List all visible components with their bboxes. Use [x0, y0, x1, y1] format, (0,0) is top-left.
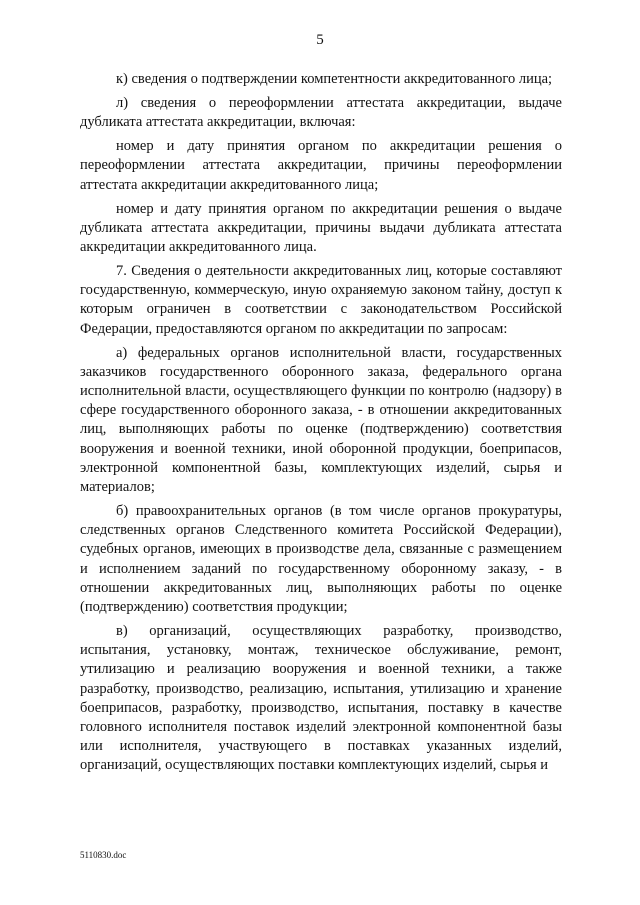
- paragraph-l: л) сведения о переоформлении аттестата аккредитации, выдаче дубликата аттестата аккредитации, включая:: [80, 95, 562, 131]
- paragraph-7: 7. Сведения о деятельности аккредитованных лиц, которые составляют государственную, коммерческую, иную охраняемую законом тайну, доступ к которым ограничен в соответствии с законодательством Российской Федерации, предоставляются органом по аккредитации по запросам:: [80, 263, 562, 337]
- paragraph-k: к) сведения о подтверждении компетентности аккредитованного лица;: [116, 71, 553, 87]
- document-body: [80, 70, 562, 780]
- paragraph-b: б) правоохранительных органов (в том числе органов прокуратуры, следственных органов Следственного комитета Российской Федерации), судебных органов, имеющих в производстве дела, связанные с размещением и исполнением заданий по государственному оборонному заказу, - в отношении аккредитованных лиц, выполняющих работы по оценке (подтверждению) соответствия продукции;: [80, 503, 562, 616]
- paragraph-v: в) организаций, осуществляющих разработку, производство, испытания, установку, монтаж, техническое обслуживание, ремонт, утилизацию и реализацию вооружения и военной техники, а также разработку, производство, реализацию, испытания, утилизацию и хранение боеприпасов, разработку, производство, испытания, поставку в качестве головного исполнителя поставок изделий электронной компонентной базы или исполнителя, участвующего в поставках указанных изделий, организаций, осуществляющих поставки комплектующих изделий, сырья и: [80, 623, 562, 774]
- paragraph-a: а) федеральных органов исполнительной власти, государственных заказчиков государственного оборонного заказа, федерального органа исполнительной власти, осуществляющего функции по контролю (надзору) в сфере государственного оборонного заказа, - в отношении аккредитованных лиц, выполняющих работы по оценке (подтверждению) соответствия вооружения и военной техники, иной оборонной продукции, боеприпасов, электронной компонентной базы, комплектующих изделий, сырья и материалов;: [80, 344, 562, 496]
- page-number: 5: [316, 32, 324, 48]
- file-name-footer: 5110830.doc: [80, 850, 127, 860]
- paragraph-reissue-details: номер и дату принятия органом по аккредитации решения о переоформлении аттестата аккредитации, причины переоформлении аттестата аккредитации аккредитованного лица;: [80, 138, 562, 193]
- paragraph-duplicate-details: номер и дату принятия органом по аккредитации решения о выдаче дубликата аттестата аккредитации, причины выдачи дубликата аттестата аккредитации аккредитованного лица.: [80, 200, 562, 256]
